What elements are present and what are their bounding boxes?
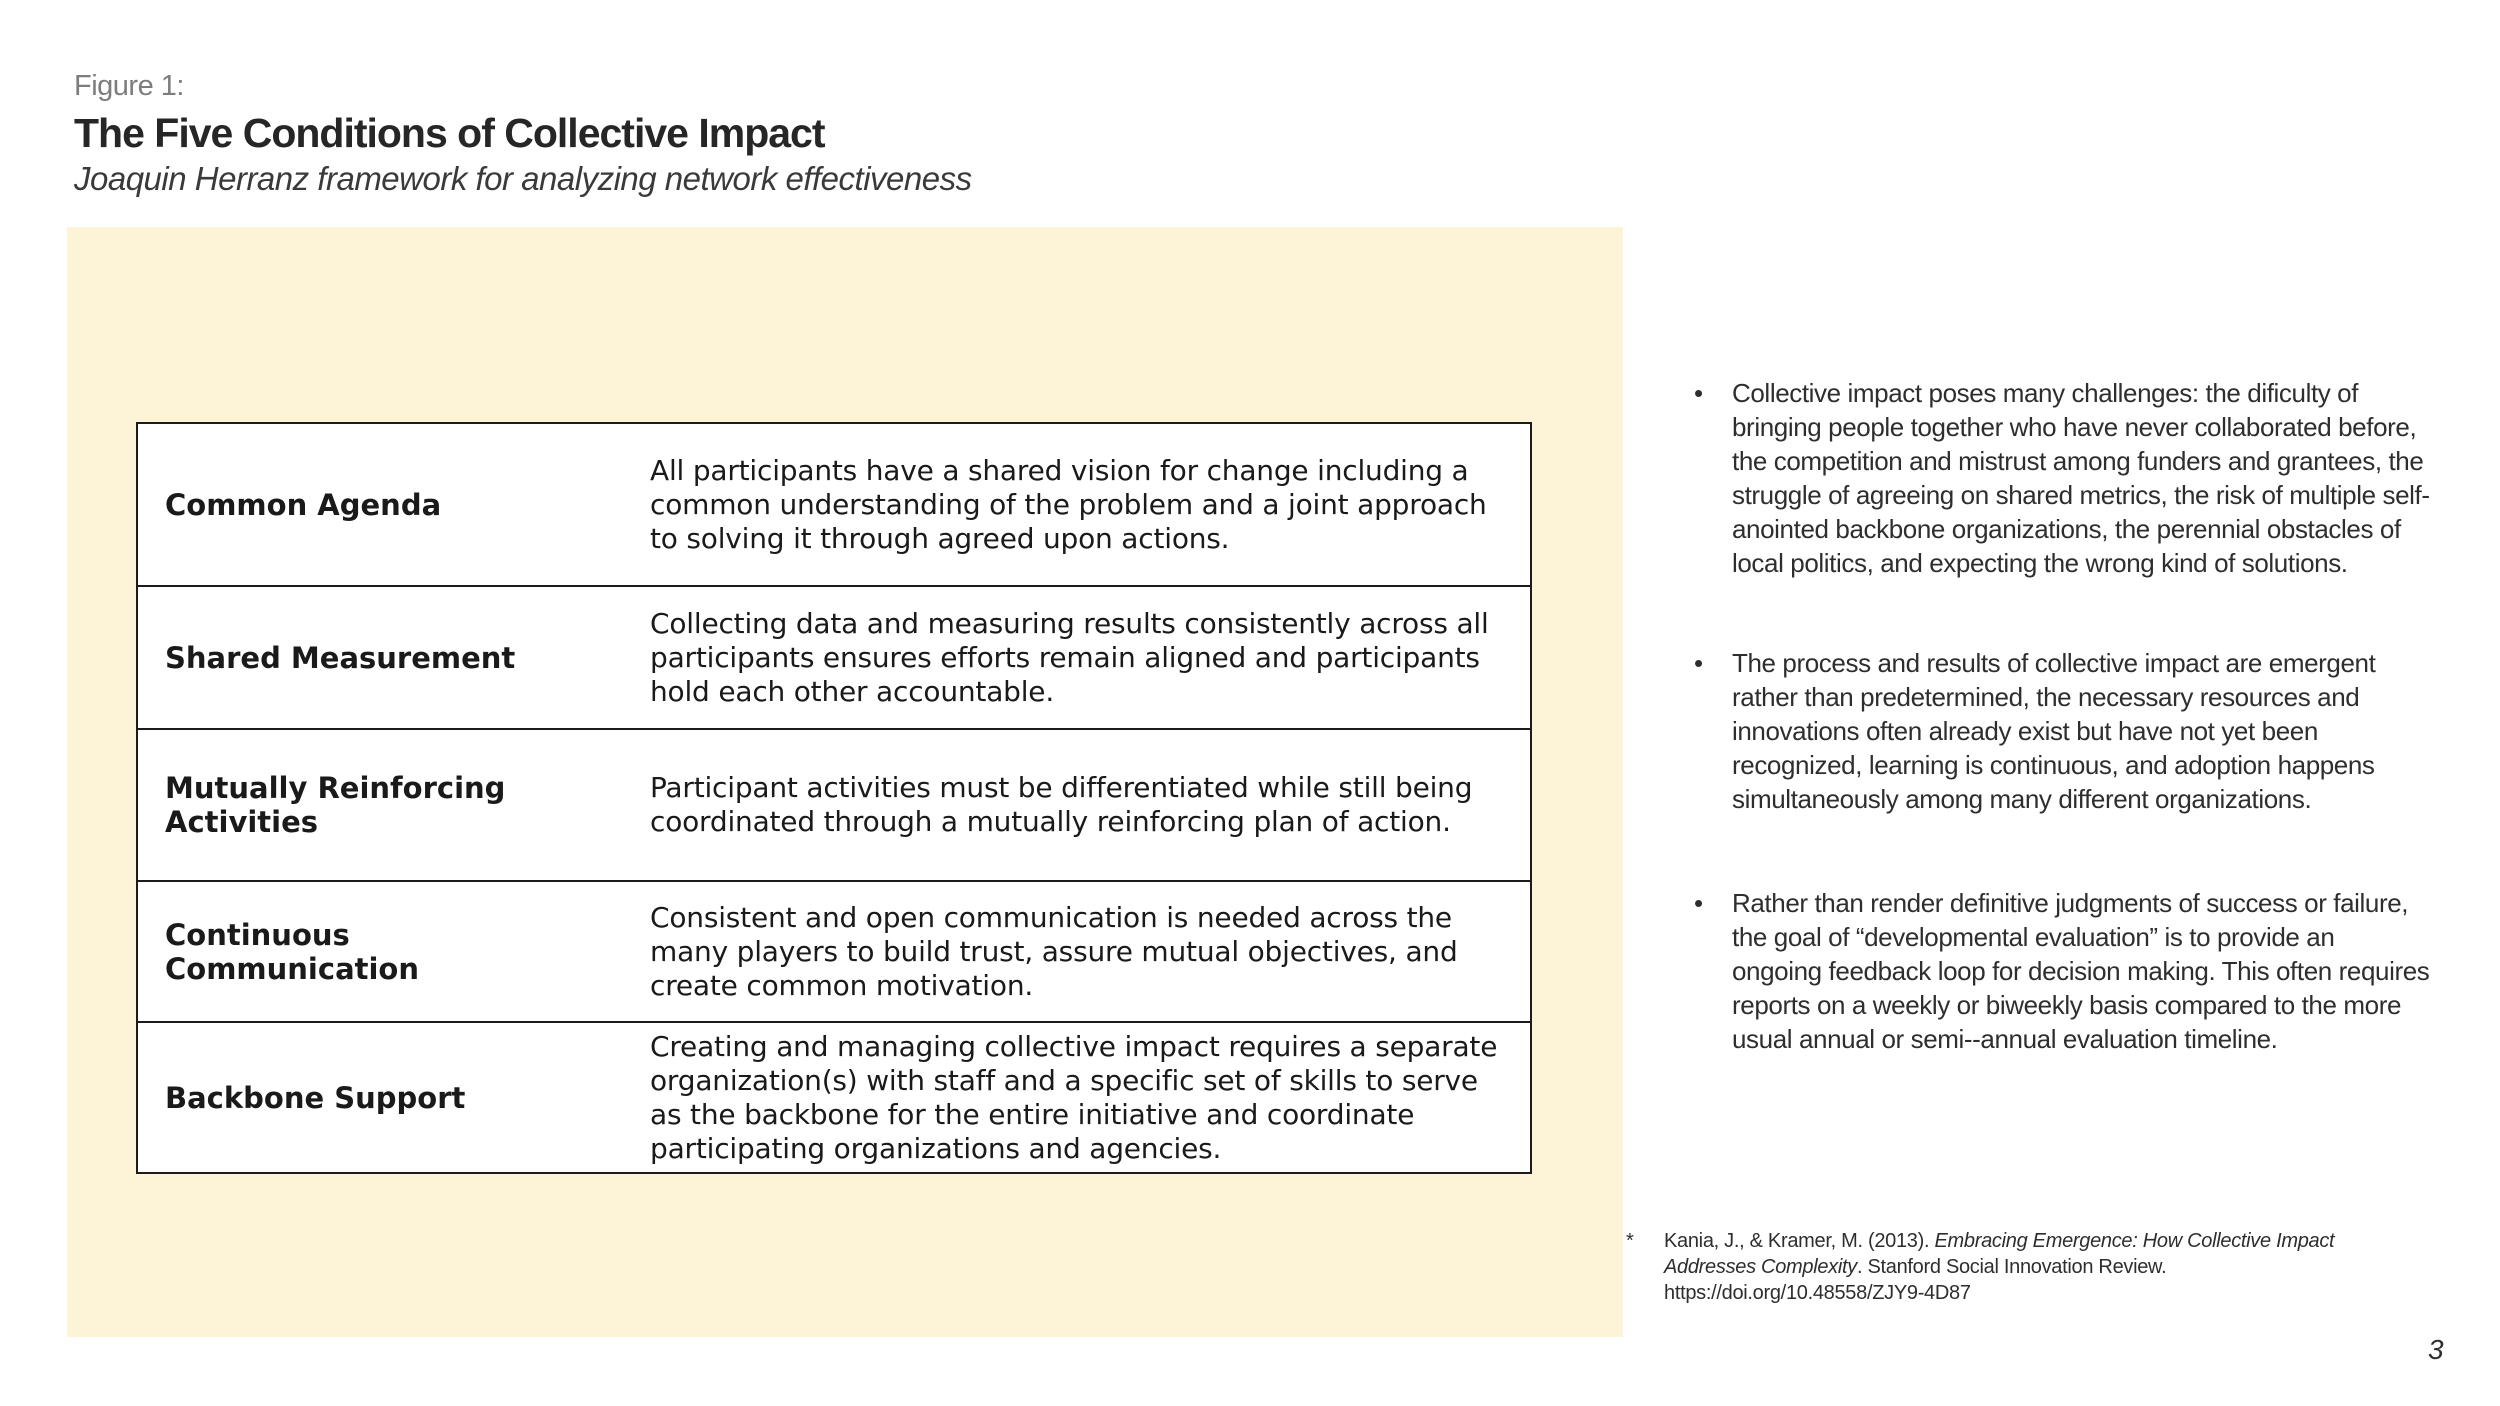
condition-description: Creating and managing collective impact requires a separate organization(s) with staff and a specific set of skills to serve as the backbone for the entire initiative and coordinate participating organizations and agencies. [650, 1029, 1498, 1165]
condition-name: Continuous Communication [165, 917, 420, 986]
list-item: • The process and results of collective impact are emergent rather than predetermined, the necessary resources and innovations often already exist but have not yet been recognized, learning is continuous, and adoption happens simultaneously among many different organizations. [1690, 646, 2430, 816]
table-row [138, 1023, 1530, 1172]
footnote-authors: Kania, J., & Kramer, M. (2013). [1664, 1230, 1935, 1252]
condition-description: Participant activities must be differentiated while still being coordinated through a mutually reinforcing plan of action. [650, 771, 1473, 838]
condition-description: Consistent and open communication is needed across the many players to build trust, assure mutual objectives, and create common motivation. [650, 900, 1458, 1002]
table-row [138, 730, 1530, 882]
conditions-table [136, 422, 1532, 1174]
condition-name: Backbone Support [165, 1080, 466, 1115]
challenges-list [1690, 376, 2430, 1056]
condition-description: All participants have a shared vision for change including a common understanding of the problem and a joint approach to solving it through agreed upon actions. [650, 453, 1487, 555]
footnote-reference [1664, 1228, 2424, 1306]
condition-description: Collecting data and measuring results consistently across all participants ensures efforts remain aligned and participants hold each other accountable. [650, 606, 1489, 708]
footnote-journal: . Stanford Social Innovation Review. [1856, 1256, 2167, 1278]
list-item: • Rather than render definitive judgments of success or failure, the goal of “developmental evaluation” is to provide an ongoing feedback loop for decision making. This often requires reports on a weekly or biweekly basis compared to the more usual annual or semi--annual evaluation timeline. [1690, 886, 2430, 1056]
footnote-title: Embracing Emergence: How Collective Impact Addresses Complexity [1664, 1230, 2335, 1278]
list-item: • Collective impact poses many challenges: the dificulty of bringing people together who have never collaborated before, the competition and mistrust among funders and grantees, the struggle of agreeing on shared metrics, the risk of multiple self-anointed backbone organizations, the perennial obstacles of local politics, and expecting the wrong kind of solutions. [1690, 376, 2430, 580]
footnote-doi-link[interactable]: https://doi.org/10.48558/ZJY9-4D87 [1664, 1282, 1971, 1304]
table-row [138, 424, 1530, 587]
table-row [138, 587, 1530, 730]
page-number: 3 [2428, 1334, 2444, 1365]
figure-title: The Five Conditions of Collective Impact [74, 110, 825, 156]
figure-subtitle: Joaquin Herranz framework for analyzing network effectiveness [74, 160, 972, 197]
condition-name: Mutually Reinforcing Activities [165, 771, 506, 839]
condition-name: Common Agenda [165, 487, 442, 522]
condition-name: Shared Measurement [165, 640, 516, 675]
footnote-marker: * [1626, 1230, 1634, 1252]
table-row [138, 882, 1530, 1023]
figure-label: Figure 1: [74, 70, 184, 102]
